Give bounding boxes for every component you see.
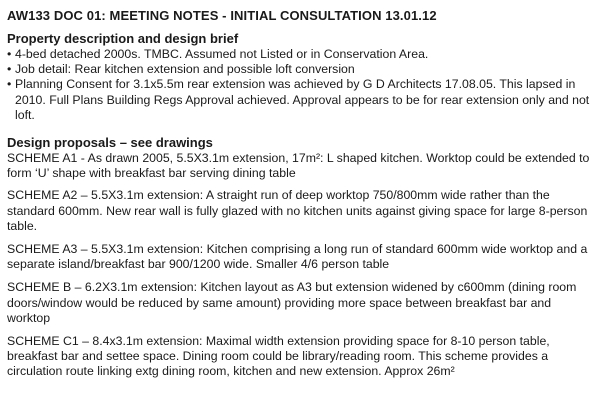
brief-bullet-item	[7, 77, 590, 123]
brief-bullet-list	[7, 47, 590, 123]
design-brief-section	[7, 31, 590, 123]
bullet-icon: •	[7, 47, 12, 61]
brief-bullet-item	[7, 47, 590, 62]
design-proposals-section	[7, 135, 590, 380]
bullet-icon: •	[7, 62, 12, 77]
scheme-b-paragraph: SCHEME B – 6.2X3.1m extension: Kitchen layout as A3 but extension widened by c600mm (dining room doors/window would be reduced by same amount) providing more space between breakfast bar and worktop	[7, 280, 577, 325]
scheme-a3-paragraph: SCHEME A3 – 5.5X3.1m extension: Kitchen comprising a long run of standard 600mm wide worktop and a separate island/breakfast bar 900/1200 wide. Smaller 4/6 person table	[7, 242, 588, 272]
brief-bullet-text: Job detail: Rear kitchen extension and possible loft conversion	[15, 62, 355, 77]
brief-heading: Property description and design brief	[7, 31, 239, 46]
scheme-a1-paragraph: SCHEME A1 - As drawn 2005, 5.5X3.1m extension, 17m²: L shaped kitchen. Worktop could be extended to form ‘U’ shape with breakfast bar serving dining table	[7, 151, 590, 181]
scheme-a2-paragraph: SCHEME A2 – 5.5X3.1m extension: A straight run of deep worktop 750/800mm wide rather than the standard 600mm. New rear wall is fully glazed with no kitchen units against giving space for large 8-person table.	[7, 188, 588, 233]
scheme-list	[7, 151, 590, 380]
bullet-icon: •	[7, 77, 12, 92]
document-title: AW133 DOC 01: MEETING NOTES - INITIAL CONSULTATION 13.01.12	[7, 8, 437, 23]
scheme-c1-paragraph: SCHEME C1 – 8.4x3.1m extension: Maximal width extension providing space for 8-10 person table, breakfast bar and settee space. Dining room could be library/reading room. This scheme provides a circulation route linking extg dining room, kitchen and new extension. Approx 26m²	[7, 334, 550, 379]
brief-bullet-text: 4-bed detached 2000s. TMBC. Assumed not Listed or in Conservation Area.	[15, 47, 429, 61]
brief-bullet-item	[7, 62, 590, 77]
brief-bullet-text: Planning Consent for 3.1x5.5m rear extension was achieved by G D Architects 17.08.05. This lapsed in 2010. Full Plans Building Regs Approval achieved. Approval appears to be for rear extension only and not loft.	[15, 77, 590, 122]
proposals-heading: Design proposals – see drawings	[7, 135, 213, 151]
